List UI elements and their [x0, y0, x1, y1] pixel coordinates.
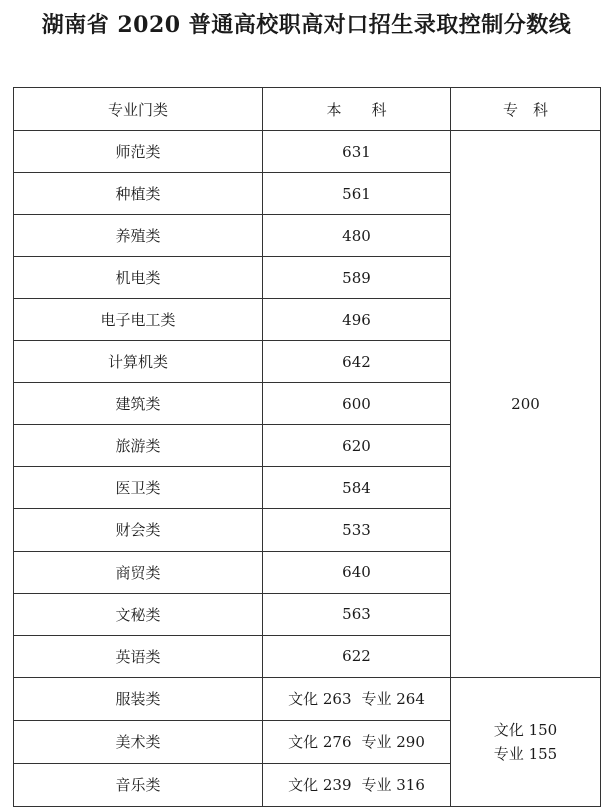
undergrad-score-cell: 640	[263, 551, 451, 593]
category-cell: 财会类	[14, 509, 263, 551]
undergrad-score-cell	[263, 720, 451, 763]
category-cell: 种植类	[14, 173, 263, 215]
header-category: 专业门类	[14, 88, 263, 131]
table-header-row	[14, 88, 601, 131]
undergrad-score-cell	[263, 763, 451, 806]
undergrad-score-cell	[263, 677, 451, 720]
culture-score: 文化 276	[288, 733, 352, 752]
category-cell: 师范类	[14, 131, 263, 173]
header-undergrad: 本 科	[263, 88, 451, 131]
category-cell: 商贸类	[14, 551, 263, 593]
category-cell: 建筑类	[14, 383, 263, 425]
header-college: 专 科	[451, 88, 601, 131]
category-cell: 美术类	[14, 720, 263, 763]
category-cell: 音乐类	[14, 763, 263, 806]
major-score: 专业 290	[361, 733, 425, 752]
category-cell: 电子电工类	[14, 299, 263, 341]
culture-score: 文化 150	[493, 720, 558, 739]
undergrad-score-cell: 642	[263, 341, 451, 383]
category-cell: 机电类	[14, 257, 263, 299]
category-cell: 医卫类	[14, 467, 263, 509]
undergrad-score-cell: 620	[263, 425, 451, 467]
table-row	[14, 677, 601, 720]
major-score: 专业 316	[361, 776, 425, 795]
college-score-cell: 200	[451, 131, 601, 678]
college-art-score-cell	[451, 677, 601, 806]
undergrad-score-cell: 600	[263, 383, 451, 425]
category-cell: 服装类	[14, 677, 263, 720]
score-table	[13, 87, 601, 807]
major-score: 专业 264	[361, 690, 425, 709]
category-cell: 旅游类	[14, 425, 263, 467]
undergrad-score-cell: 533	[263, 509, 451, 551]
table-row	[14, 131, 601, 173]
category-cell: 文秘类	[14, 593, 263, 635]
page-title: 湖南省 2020 普通高校职高对口招生录取控制分数线	[41, 12, 572, 38]
undergrad-score-cell: 584	[263, 467, 451, 509]
undergrad-score-cell: 561	[263, 173, 451, 215]
major-score: 专业 155	[493, 744, 558, 763]
category-cell: 养殖类	[14, 215, 263, 257]
culture-score: 文化 263	[288, 690, 352, 709]
undergrad-score-cell: 589	[263, 257, 451, 299]
category-cell: 计算机类	[14, 341, 263, 383]
undergrad-score-cell: 480	[263, 215, 451, 257]
undergrad-score-cell: 622	[263, 635, 451, 677]
culture-score: 文化 239	[288, 776, 352, 795]
undergrad-score-cell: 563	[263, 593, 451, 635]
undergrad-score-cell: 496	[263, 299, 451, 341]
category-cell: 英语类	[14, 635, 263, 677]
undergrad-score-cell: 631	[263, 131, 451, 173]
